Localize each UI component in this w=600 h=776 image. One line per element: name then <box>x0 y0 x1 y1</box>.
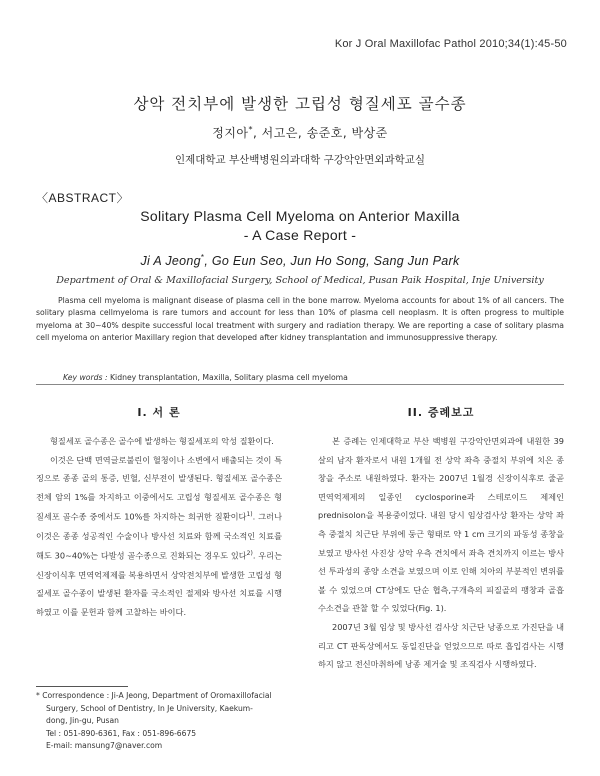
korean-title: 상악 전치부에 발생한 고립성 형질세포 골수종 <box>133 95 467 113</box>
journal-citation: Kor J Oral Maxillofac Pathol 2010;34(1):45-50 <box>334 38 567 50</box>
korean-authors <box>0 124 600 141</box>
english-affiliation: Department of Oral & Maxillofacial Surgery, School of Medical, Pusan Paik Hospital, Inje University <box>56 275 544 286</box>
footnote-divider <box>36 686 128 687</box>
introduction-paragraph-1: 형질세포 골수종은 골수에 발생하는 형질세포의 악성 질환이다. <box>50 436 274 446</box>
footnote-line-2: Surgery, School of Dentistry, In Je University, Kaekum- <box>46 703 253 713</box>
english-authors <box>0 253 600 268</box>
abstract-text: Plasma cell myeloma is malignant disease of plasma cell in the bone marrow. Myeloma accounts for about 1% of all cancers. The solitary plasma cellmyeloma is rare tumors and account for less than 10% of plasma cell neoplasm. It is often progress to multiple myeloma at 30~40% despite successful local treatment with surgery and radiation therapy. We are reporting a case of solitary plasma cell myeloma on anterior Maxillary region that developed after kidney transplantation and immunosuppressive therapy. <box>36 296 564 343</box>
english-correspondence-mark: * <box>200 253 205 262</box>
case-report-paragraph-2: 2007년 3월 임상 및 방사선 검사상 치근단 낭종으로 가진단을 내리고 CT 판독상에서도 동일진단을 얻었으므로 따로 흡입검사는 시행하지 않고 전신마취하에 낭종 제거술 및 조직검사 시행하였다. <box>318 621 564 670</box>
introduction-body <box>36 432 282 621</box>
case-report-paragraph-1: 본 증례는 인제대학교 부산 백병원 구강악안면외과에 내원한 39살의 남자 환자로서 내원 1개월 전 상악 좌측 중절치 부위에 치은 종창을 주소로 내원하였다. 환자는 2007년 1월경 신장이식후로 줄곧 면역억제제의 일종인 cyclosporine과 스테로이드 제제인 prednisolon을 복용중이었다. 내원 당시 임상검사상 환자는 상악 좌측 중절치 치근단 부위에 둥근 형태로 약 1 cm 크기의 파동성 종창을 보였고 방사선 사진상 상악 우측 견치에서 좌측 견치까지 이르는 방사선 투과성의 종양 소견을 보였으며 이로 인해 치아의 부분적인 변위를 볼 수 있었으며 CT상에도 단순 협측,구개측의 피질골의 팽창과 골흡수소견을 관찰 할 수 있었다(Fig. 1). <box>318 436 564 614</box>
english-title-line1: Solitary Plasma Cell Myeloma on Anterior Maxilla <box>140 208 460 224</box>
footnote-line-3: dong, Jin-gu, Pusan <box>46 716 119 726</box>
keywords <box>63 373 348 382</box>
korean-other-authors: , 서고은, 송준호, 박상준 <box>253 126 388 140</box>
footnote-line-5: E-mail: mansung7@naver.com <box>46 741 163 751</box>
reference-2: 2) <box>246 550 253 558</box>
section-introduction-heading: I. 서 론 <box>137 406 181 419</box>
case-report-body <box>318 432 564 674</box>
english-first-author: Ji A Jeong <box>140 254 201 269</box>
keywords-label: Key words : <box>63 373 108 382</box>
english-title-line2: - A Case Report - <box>243 227 357 243</box>
english-title <box>0 207 600 245</box>
footnote-line-1: * Correspondence : Ji-A Jeong, Department of Oromaxillofacial <box>36 691 272 700</box>
correspondence-mark: * <box>248 125 254 134</box>
section-case-report-heading: II. 증례보고 <box>407 406 475 419</box>
keywords-text: Kidney transplantation, Maxilla, Solitary plasma cell myeloma <box>110 373 348 382</box>
abstract-divider <box>36 384 564 385</box>
korean-affiliation: 인제대학교 부산백병원의과대학 구강악안면외과학교실 <box>174 154 426 166</box>
abstract-heading: 〈ABSTRACT〉 <box>36 191 130 205</box>
korean-first-author: 정지아 <box>212 126 249 140</box>
footnote-line-4: Tel : 051-890-6361, Fax : 051-896-6675 <box>46 728 197 738</box>
introduction-paragraph-2: 이것은 단백 면역글로불린이 혈청이나 소변에서 배출되는 것이 특징으로 종종 골의 통증, 빈혈, 신부전이 발생된다. 형질세포 골수종은 전체 암의 1%를 차지하고 이중에서도 고립성 형질세포 골수종은 형질세포 골수종 중에서도 10%를 차지하는 희귀한 질환이다$^{1)}$. 그러나 이것은 종종 성공적인 수술이나 방사선 치료와 함께 국소적인 치료를 해도 30~40%는 다발성 골수종으로 진화되는 경우도 있다$^{2)}$. 우리는 신장이식후 면역억제제를 복용하면서 상악전치부에 발생한 고립성 형질세포 골수종이 발생된 환자를 국소적인 절제와 방사선 치료를 시행하였고 이를 문헌과 함께 고찰하는 바이다. <box>36 454 282 617</box>
english-other-authors: , Go Eun Seo, Jun Ho Song, Sang Jun Park <box>204 254 460 269</box>
reference-1: 1) <box>246 511 253 519</box>
correspondence-footnote <box>36 690 286 753</box>
